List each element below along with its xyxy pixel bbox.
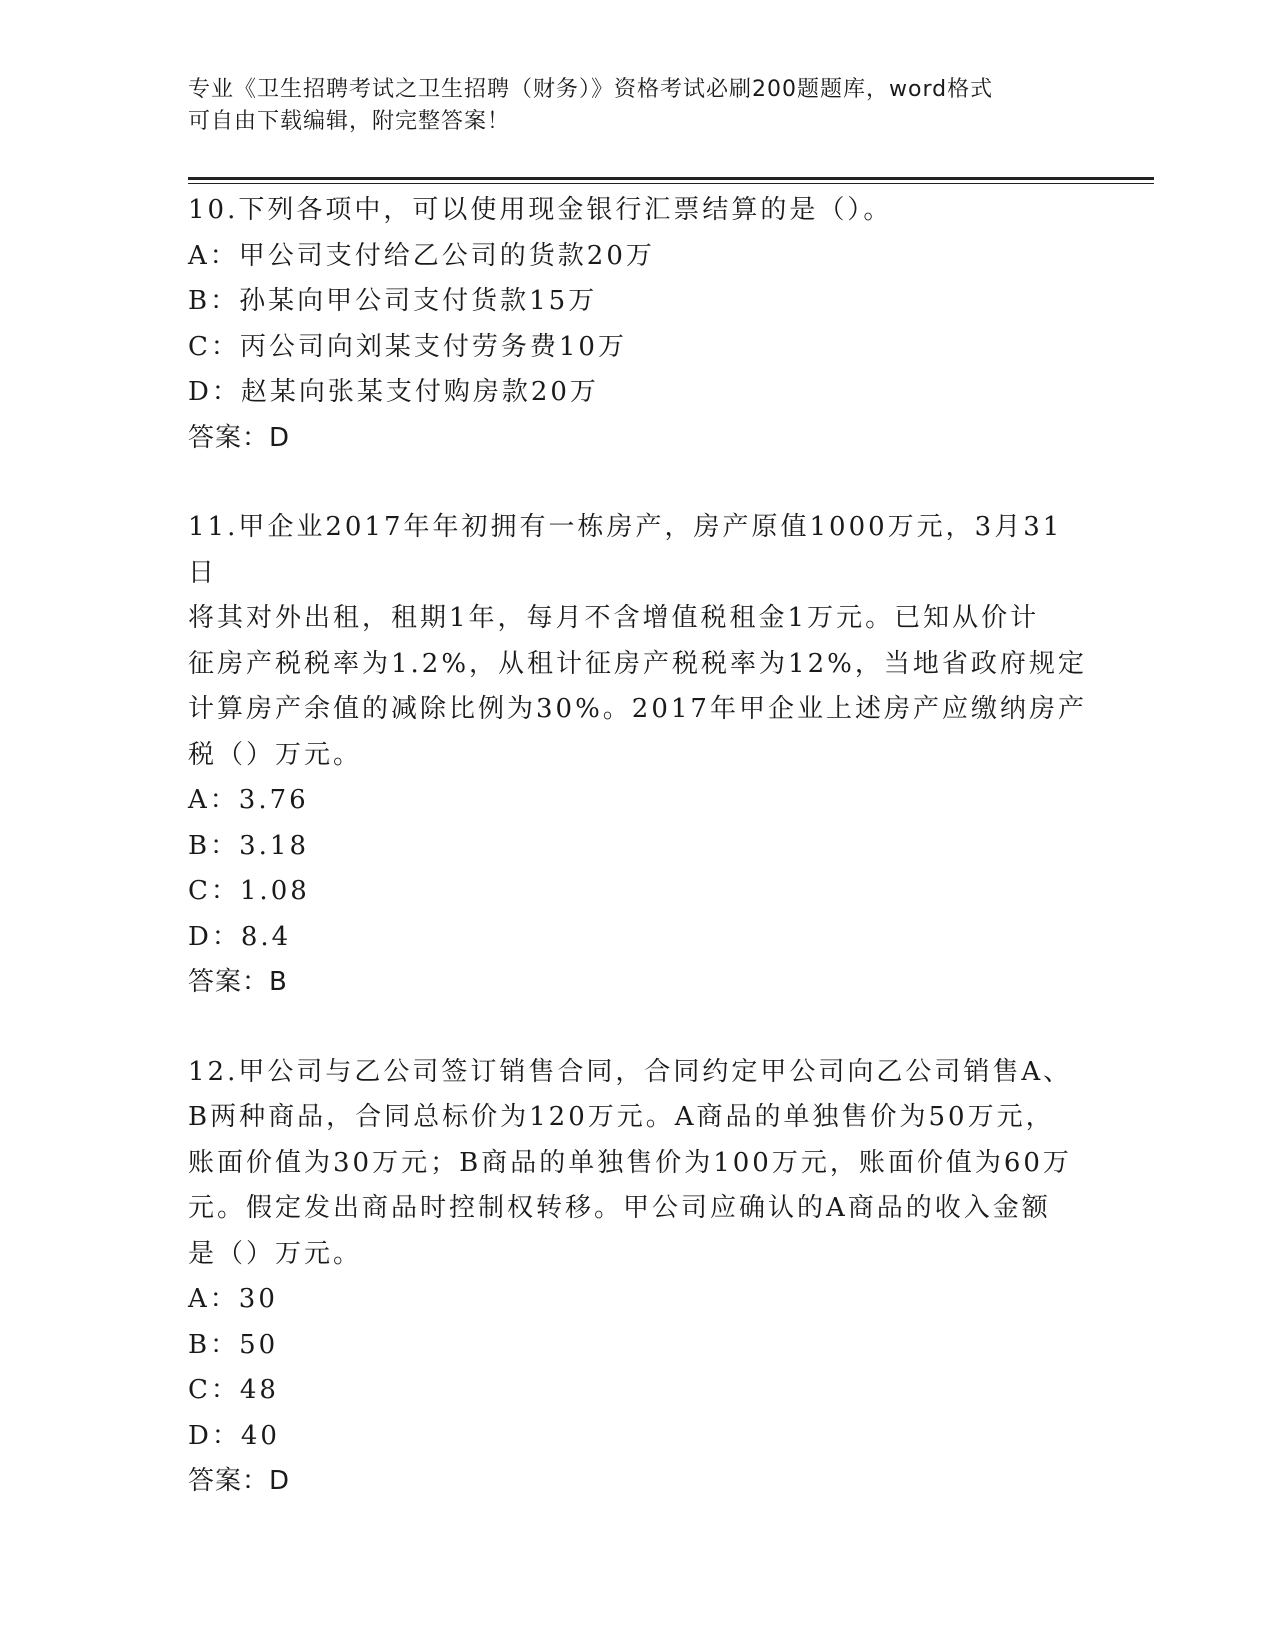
document-header (188, 74, 1088, 138)
question-text-line: 计算房产余值的减除比例为30%。2017年甲企业上述房产应缴纳房产 (188, 694, 1087, 724)
option-d: D：8.4 (188, 921, 292, 952)
question-list (188, 188, 1088, 1505)
question-text-line: 账面价值为30万元；B商品的单独售价为100万元，账面价值为60万 (188, 1147, 1072, 1178)
option-b: B：孙某向甲公司支付货款15万 (188, 286, 598, 316)
answer-label: 答案：B (188, 967, 288, 997)
question-text-line: 10.下列各项中，可以使用现金银行汇票结算的是（）。 (188, 195, 893, 225)
question-text-line: 是（）万元。 (188, 1238, 363, 1269)
option-d: D：赵某向张某支付购房款20万 (188, 377, 599, 407)
option-b: B：3.18 (188, 830, 309, 861)
question-12 (188, 1050, 1088, 1505)
option-a: A：30 (188, 1284, 278, 1314)
header-rule-thin (188, 183, 1154, 184)
option-a: A：3.76 (188, 785, 309, 815)
header-rule-thick (188, 177, 1154, 180)
question-text-line: 征房产税税率为1.2%，从租计征房产税税率为12%，当地省政府规定 (188, 648, 1087, 679)
header-line-2: 可自由下载编辑，附完整答案！ (188, 109, 511, 134)
option-c: C：1.08 (188, 876, 310, 906)
question-10 (188, 188, 1088, 461)
option-a: A：甲公司支付给乙公司的货款20万 (188, 240, 655, 271)
question-text-line: 12.甲公司与乙公司签订销售合同，合同约定甲公司向乙公司销售A、 (188, 1056, 1073, 1087)
question-text-line: 元。假定发出商品时控制权转移。甲公司应确认的A商品的收入金额 (188, 1193, 1051, 1223)
option-b: B：50 (188, 1329, 279, 1360)
option-c: C：48 (188, 1375, 279, 1405)
question-11 (188, 505, 1088, 1006)
answer-label: 答案：D (188, 1466, 291, 1496)
question-text-line: 11.甲企业2017年年初拥有一栋房产，房产原值1000万元，3月31日 (188, 512, 1063, 588)
option-d: D：40 (188, 1420, 280, 1451)
question-text-line: B两种商品，合同总标价为120万元。A商品的单独售价为50万元， (188, 1102, 1055, 1132)
option-c: C：丙公司向刘某支付劳务费10万 (188, 331, 627, 362)
question-text-line: 税（）万元。 (188, 739, 363, 770)
answer-label: 答案：D (188, 422, 291, 453)
header-line-1: 专业《卫生招聘考试之卫生招聘（财务）》资格考试必刷200题题库，word格式 (188, 77, 994, 102)
question-text-line: 将其对外出租，租期1年，每月不含增值税租金1万元。已知从价计 (188, 603, 1040, 633)
